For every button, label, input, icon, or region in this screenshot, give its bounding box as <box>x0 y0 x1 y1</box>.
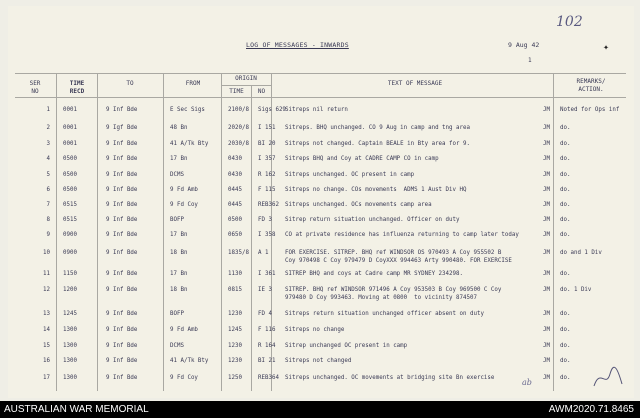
origin-no: BI 21 <box>258 358 276 364</box>
message-text: CO at private residence has influenza returning to camp later today <box>285 232 519 238</box>
origin-time: 2030/8 <box>228 141 249 147</box>
ser-no: 12 <box>43 287 50 293</box>
to-unit: 9 Inf Bde <box>106 358 138 364</box>
origin-time: 1835/8 <box>228 250 249 256</box>
to-unit: 9 Inf Bde <box>106 217 138 223</box>
column-rule <box>251 85 252 391</box>
ser-no: 15 <box>43 343 50 349</box>
footer-bar <box>0 401 640 418</box>
to-unit: 9 Inf Bde <box>106 343 138 349</box>
remarks: do. <box>560 187 571 193</box>
to-unit: 9 Inf Bde <box>106 311 138 317</box>
time-recd: 1200 <box>63 287 77 293</box>
origin-time: 1230 <box>228 311 242 317</box>
to-unit: 9 Inf Bde <box>106 107 138 113</box>
message-text: SITREP. BHQ ref WINDSOR 971496 A Coy 953503 B Coy 969500 C Coy 979480 D Coy 993463. Moving at 0800 to vicinity 874507 <box>285 287 502 301</box>
initials: JM <box>543 156 550 162</box>
message-text: Sitreps not changed <box>285 358 352 364</box>
origin-no: F 116 <box>258 327 276 333</box>
from-unit: 17 Bn <box>170 156 188 162</box>
message-text: Sitreps return situation unchanged officer absent on duty <box>285 311 484 317</box>
time-recd: 0900 <box>63 232 77 238</box>
column-rule <box>163 73 164 391</box>
from-unit: DCMS <box>170 343 184 349</box>
origin-time: 0430 <box>228 172 242 178</box>
origin-time: 1130 <box>228 271 242 277</box>
header-remarks: REMARKS/ ACTION. <box>576 78 606 93</box>
ser-no: 13 <box>43 311 50 317</box>
header-text: TEXT OF MESSAGE <box>387 80 443 87</box>
origin-no: IE 3 <box>258 287 272 293</box>
origin-time: 0445 <box>228 202 242 208</box>
header-bottom-rule <box>15 97 626 98</box>
remarks: do. <box>560 311 571 317</box>
initials: JM <box>543 358 550 364</box>
origin-no: I 361 <box>258 271 276 277</box>
initials: JM <box>543 271 550 277</box>
initials: JM <box>543 202 550 208</box>
remarks: do. <box>560 343 571 349</box>
time-recd: 1245 <box>63 311 77 317</box>
message-text: Sitreps nil return <box>285 107 348 113</box>
handwritten-signature <box>592 366 624 393</box>
remarks: do. <box>560 202 571 208</box>
to-unit: 9 Inf Bde <box>106 141 138 147</box>
time-recd: 0500 <box>63 156 77 162</box>
remarks: do. <box>560 172 571 178</box>
to-unit: 9 Inf Bde <box>106 172 138 178</box>
from-unit: 18 Bn <box>170 287 188 293</box>
to-unit: 9 Inf Bde <box>106 202 138 208</box>
message-text: Sitreps no change <box>285 327 345 333</box>
initials: JM <box>543 141 550 147</box>
ser-no: 7 <box>46 202 50 208</box>
document-title: LOG OF MESSAGES - INWARDS <box>246 41 349 49</box>
from-unit: 48 Bn <box>170 125 188 131</box>
message-text: Sitreps BHQ and Coy at CADRE CAMP CO in camp <box>285 156 439 162</box>
origin-time: 0445 <box>228 187 242 193</box>
footer-institution: AUSTRALIAN WAR MEMORIAL <box>4 404 149 415</box>
header-from: FROM <box>185 80 201 87</box>
header-ser-no: SER NO <box>29 80 41 95</box>
initials: JM <box>543 125 550 131</box>
message-text: Sitreps. BHQ unchanged. CO 9 Aug in camp and tng area <box>285 125 470 131</box>
page-number: 1 <box>528 57 532 64</box>
from-unit: 41 A/Tk Bty <box>170 141 209 147</box>
header-time-recd: TIME RECD <box>69 80 85 95</box>
to-unit: 9 Inf Bde <box>106 156 138 162</box>
remarks: do. <box>560 327 571 333</box>
initials: JM <box>543 250 550 256</box>
initials: JM <box>543 107 550 113</box>
initials: JM <box>543 172 550 178</box>
column-rule <box>553 73 554 391</box>
origin-time: 0650 <box>228 232 242 238</box>
ser-no: 17 <box>43 375 50 381</box>
origin-time: 1250 <box>228 375 242 381</box>
remarks: do. <box>560 358 571 364</box>
ser-no: 14 <box>43 327 50 333</box>
time-recd: 0500 <box>63 172 77 178</box>
origin-time: 1230 <box>228 343 242 349</box>
origin-no: I 357 <box>258 156 276 162</box>
from-unit: 9 Fd Amb <box>170 187 198 193</box>
handwritten-note: ab <box>522 378 532 387</box>
origin-no: FD 4 <box>258 311 272 317</box>
ser-no: 4 <box>46 156 50 162</box>
folio-number: 102 <box>556 14 583 30</box>
remarks: Noted for Ops inf <box>560 107 620 113</box>
origin-time: 0430 <box>228 156 242 162</box>
origin-time: 2020/8 <box>228 125 249 131</box>
column-rule <box>56 73 57 391</box>
column-rule <box>97 73 98 391</box>
origin-time: 2100/8 <box>228 107 249 113</box>
ser-no: 2 <box>46 125 50 131</box>
time-recd: 1150 <box>63 271 77 277</box>
remarks: do. <box>560 375 571 381</box>
initials: JM <box>543 311 550 317</box>
from-unit: 9 Fd Coy <box>170 375 198 381</box>
remarks: do. 1 Div <box>560 287 592 293</box>
origin-time: 1230 <box>228 358 242 364</box>
remarks: do. <box>560 271 571 277</box>
remarks: do and 1 Div <box>560 250 602 256</box>
remarks: do. <box>560 141 571 147</box>
message-text: Sitreps unchanged. OCs movements camp area <box>285 202 432 208</box>
header-origin-no: NO <box>257 88 266 95</box>
to-unit: 9 Inf Bde <box>106 250 138 256</box>
time-recd: 1300 <box>63 358 77 364</box>
from-unit: 9 Fd Coy <box>170 202 198 208</box>
header-origin-time: TIME <box>229 88 244 95</box>
time-recd: 0900 <box>63 250 77 256</box>
message-text: SITREP BHQ and coys at Cadre camp MR SYDNEY 234298. <box>285 271 463 277</box>
footer-accession-number: AWM2020.71.8465 <box>548 404 634 415</box>
from-unit: BOFP <box>170 311 184 317</box>
origin-time: 1245 <box>228 327 242 333</box>
time-recd: 0500 <box>63 187 77 193</box>
origin-no: Sigs 629 <box>258 107 286 113</box>
origin-no: I 358 <box>258 232 276 238</box>
ser-no: 10 <box>43 250 50 256</box>
ser-no: 11 <box>43 271 50 277</box>
message-text: Sitreps no change. COs movements ADMS 1 Aust Div HQ <box>285 187 467 193</box>
message-text: Sitrep unchanged OC present in camp <box>285 343 408 349</box>
from-unit: 18 Bn <box>170 250 188 256</box>
to-unit: 9 Igf Bde <box>106 125 138 131</box>
initials: JM <box>543 343 550 349</box>
to-unit: 9 Inf Bde <box>106 187 138 193</box>
origin-divider <box>221 85 271 86</box>
origin-time: 0815 <box>228 287 242 293</box>
remarks: do. <box>560 232 571 238</box>
origin-no: FD 3 <box>258 217 272 223</box>
table-top-rule <box>15 73 626 74</box>
time-recd: 1300 <box>63 327 77 333</box>
from-unit: DCMS <box>170 172 184 178</box>
to-unit: 9 Inf Bde <box>106 327 138 333</box>
message-text: Sitreps unchanged. OC present in camp <box>285 172 415 178</box>
time-recd: 0515 <box>63 202 77 208</box>
origin-no: REB362 <box>258 202 279 208</box>
origin-no: F 115 <box>258 187 276 193</box>
ser-no: 5 <box>46 172 50 178</box>
from-unit: 41 A/Tk Bty <box>170 358 209 364</box>
from-unit: BOFP <box>170 217 184 223</box>
message-text: Sitreps unchanged. OC movements at bridging site Bn exercise <box>285 375 495 381</box>
from-unit: 17 Bn <box>170 271 188 277</box>
header-to: TO <box>126 80 134 87</box>
message-text: FOR EXERCISE. SITREP. BHQ ref WINDSOR OS 970493 A Coy 955502 B Coy 970498 C Coy 979479 D CoyXXX 994463 Arty 990480. FOR EXERCISE <box>285 250 512 264</box>
initials: JM <box>543 327 550 333</box>
message-text: Sitrep return situation unchanged. Officer on duty <box>285 217 460 223</box>
remarks: do. <box>560 156 571 162</box>
ser-no: 16 <box>43 358 50 364</box>
remarks: do. <box>560 125 571 131</box>
origin-no: R 162 <box>258 172 276 178</box>
ink-mark: ✦ <box>603 42 610 53</box>
ser-no: 1 <box>46 107 50 113</box>
origin-no: REB364 <box>258 375 279 381</box>
from-unit: 17 Bn <box>170 232 188 238</box>
ser-no: 9 <box>46 232 50 238</box>
origin-no: BI 20 <box>258 141 276 147</box>
time-recd: 1300 <box>63 343 77 349</box>
ser-no: 8 <box>46 217 50 223</box>
to-unit: 9 Inf Bde <box>106 375 138 381</box>
origin-time: 0500 <box>228 217 242 223</box>
from-unit: 9 Fd Amb <box>170 327 198 333</box>
initials: JM <box>543 217 550 223</box>
origin-no: A 1 <box>258 250 269 256</box>
initials: JM <box>543 232 550 238</box>
initials: JM <box>543 375 550 381</box>
to-unit: 9 Inf Bde <box>106 232 138 238</box>
time-recd: 0001 <box>63 141 77 147</box>
initials: JM <box>543 287 550 293</box>
ser-no: 6 <box>46 187 50 193</box>
message-text: Sitreps not changed. Captain BEALE in Bty area for 9. <box>285 141 470 147</box>
time-recd: 0001 <box>63 107 77 113</box>
to-unit: 9 Inf Bde <box>106 287 138 293</box>
from-unit: E Sec Sigs <box>170 107 205 113</box>
remarks: do. <box>560 217 571 223</box>
origin-no: I 151 <box>258 125 276 131</box>
ser-no: 3 <box>46 141 50 147</box>
time-recd: 1300 <box>63 375 77 381</box>
to-unit: 9 Inf Bde <box>106 271 138 277</box>
header-origin: ORIGIN <box>235 75 257 82</box>
initials: JM <box>543 187 550 193</box>
column-rule <box>221 73 222 391</box>
origin-no: R 164 <box>258 343 276 349</box>
time-recd: 0515 <box>63 217 77 223</box>
time-recd: 0001 <box>63 125 77 131</box>
document-date: 9 Aug 42 <box>508 41 540 49</box>
